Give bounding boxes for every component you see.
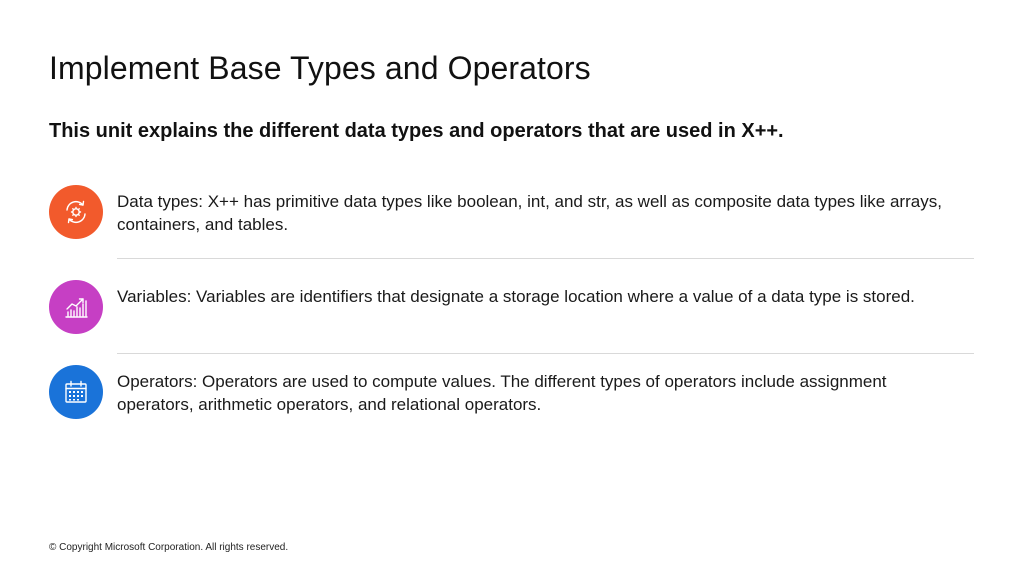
chart-growth-icon: [49, 280, 103, 334]
slide-subtitle: This unit explains the different data types and operators that are used in X++.: [49, 120, 784, 142]
item-text: Data types: X++ has primitive data types like boolean, int, and str, as well as composite data types like arrays, containers, and tables.: [117, 192, 942, 234]
list-item-operators: [49, 365, 974, 459]
gear-cycle-icon: [49, 185, 103, 239]
item-text: Operators: Operators are used to compute values. The different types of operators include assignment operators, arithmetic operators, and relational operators.: [117, 372, 887, 414]
calendar-icon: [49, 365, 103, 419]
divider: [117, 353, 974, 354]
slide-title: Implement Base Types and Operators: [49, 50, 591, 86]
divider: [117, 258, 974, 259]
list-item-data-types: [49, 185, 974, 279]
item-text: Variables: Variables are identifiers that designate a storage location where a value of a data type is stored.: [117, 287, 915, 306]
list-item-variables: [49, 280, 974, 374]
copyright-footer: © Copyright Microsoft Corporation. All rights reserved.: [49, 542, 289, 553]
